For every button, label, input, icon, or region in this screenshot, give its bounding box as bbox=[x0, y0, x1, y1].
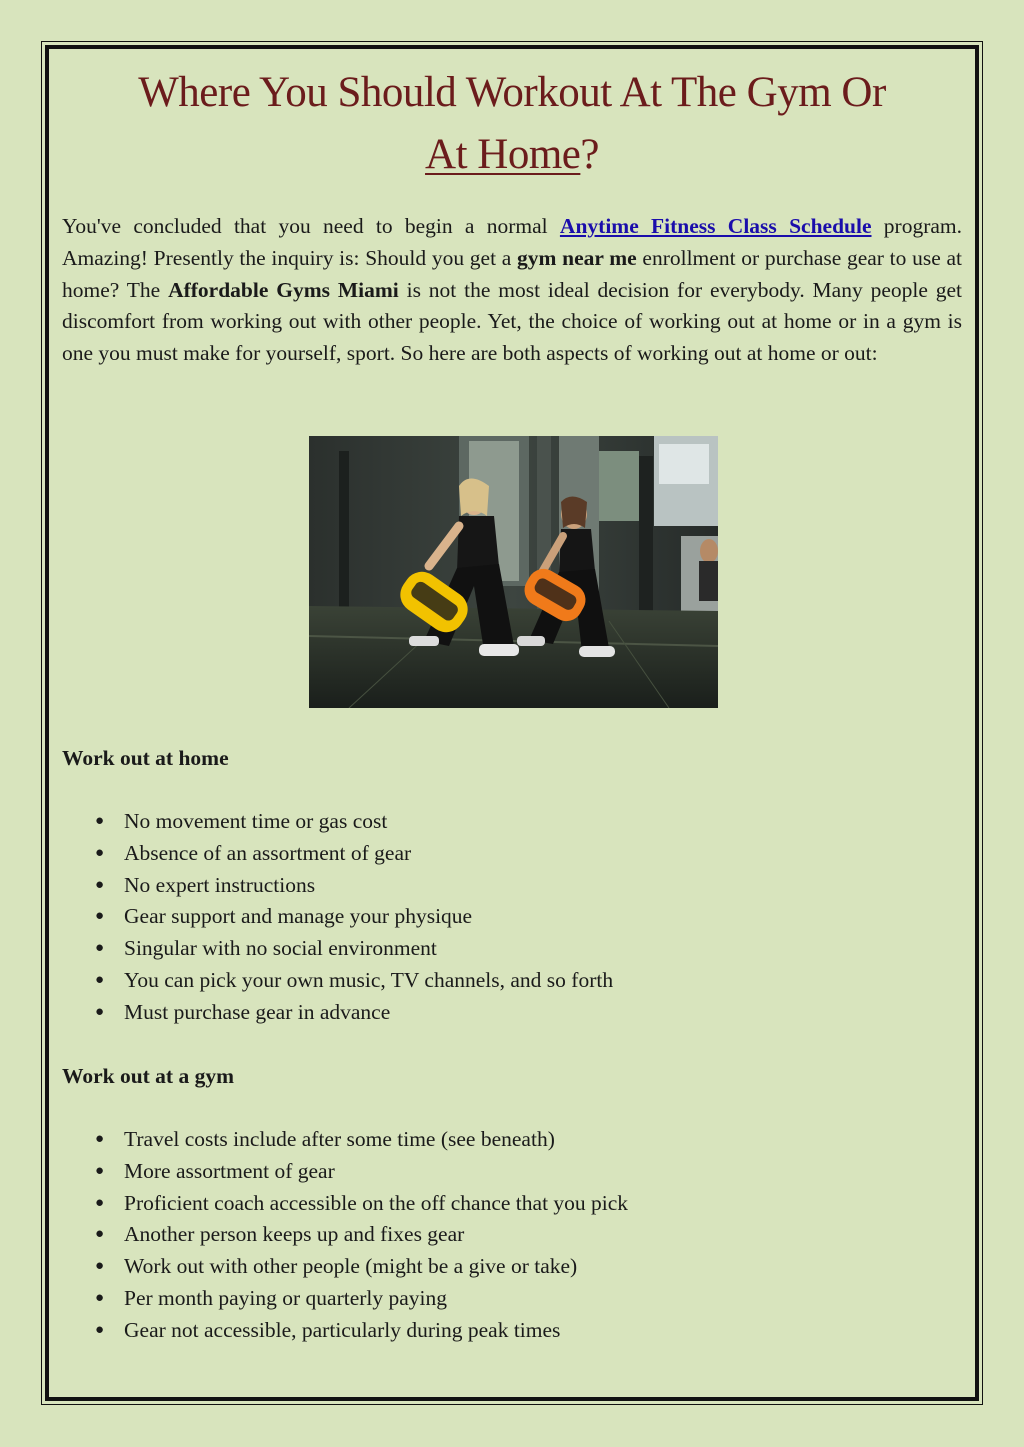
bullet-icon: ● bbox=[95, 1162, 105, 1179]
list-item-text: Absence of an assortment of gear bbox=[124, 840, 412, 865]
list-item bbox=[62, 838, 613, 870]
intro-text-2: program. Amazing! Presently the inquiry is: Should you get a bbox=[62, 214, 962, 270]
bullet-icon: ● bbox=[95, 1258, 105, 1275]
list-item bbox=[62, 1251, 628, 1283]
list-item-text: You can pick your own music, TV channels, and so forth bbox=[124, 967, 614, 992]
bullet-icon: ● bbox=[95, 1003, 105, 1020]
list-item-text: Gear not accessible, particularly during peak times bbox=[124, 1317, 561, 1342]
page-title bbox=[62, 62, 962, 186]
list-item-text: Travel costs include after some time (see beneath) bbox=[124, 1127, 555, 1151]
list-item bbox=[62, 1188, 628, 1220]
list-item bbox=[62, 870, 613, 902]
work-out-at-home-heading: Work out at home bbox=[62, 746, 229, 770]
bullet-icon: ● bbox=[95, 876, 105, 893]
list-item bbox=[62, 1219, 628, 1251]
list-item-text: Proficient coach accessible on the off chance that you pick bbox=[124, 1190, 629, 1215]
title-line-2-underlined: At Home bbox=[425, 131, 581, 178]
list-item-text: Gear support and manage your physique bbox=[124, 904, 473, 929]
list-item-text: Work out with other people (might be a give or take) bbox=[124, 1254, 578, 1279]
intro-text-1: You've concluded that you need to begin a normal bbox=[62, 214, 560, 238]
list-item bbox=[62, 901, 613, 933]
gym-workout-photo bbox=[309, 436, 718, 708]
bullet-icon: ● bbox=[95, 971, 105, 988]
title-line-1: Where You Should Workout At The Gym Or bbox=[138, 69, 886, 116]
list-item bbox=[62, 933, 613, 965]
bullet-icon: ● bbox=[95, 1194, 105, 1211]
intro-text-4: is not the most ideal decision for everybody. Many people get discomfort from working out with other people. Yet, the choice of working out at home or in a gym is one you must make for yourself, sport. So here are both aspects of working out at home or out: bbox=[62, 277, 962, 366]
intro-text-3: enrollment or purchase gear to use at home? The bbox=[62, 245, 962, 302]
work-out-at-gym-heading: Work out at a gym bbox=[62, 1064, 234, 1088]
gym-near-me-bold: gym near me bbox=[517, 245, 637, 270]
anytime-fitness-class-schedule-link[interactable]: Anytime Fitness Class Schedule bbox=[559, 214, 872, 238]
title-question-mark: ? bbox=[580, 131, 599, 178]
list-item bbox=[62, 1283, 628, 1315]
bullet-icon: ● bbox=[95, 940, 105, 957]
bullet-icon: ● bbox=[95, 908, 105, 925]
list-item-text: No expert instructions bbox=[124, 872, 316, 897]
list-item-text: Singular with no social environment bbox=[124, 936, 437, 961]
list-item bbox=[62, 965, 613, 997]
bullet-icon: ● bbox=[95, 813, 105, 829]
bullet-icon: ● bbox=[95, 844, 105, 861]
bullet-icon: ● bbox=[95, 1226, 105, 1243]
list-item bbox=[62, 806, 613, 838]
list-item-text: Another person keeps up and fixes gear bbox=[124, 1222, 465, 1247]
bullet-icon: ● bbox=[95, 1289, 105, 1306]
list-item bbox=[62, 1124, 628, 1156]
list-item-text: Must purchase gear in advance bbox=[124, 999, 391, 1024]
affordable-gyms-miami-bold: Affordable Gyms Miami bbox=[168, 277, 399, 302]
work-out-at-home-list bbox=[62, 806, 613, 1029]
gym-photo-illustration bbox=[309, 436, 718, 708]
list-item bbox=[62, 997, 613, 1029]
list-item-text: More assortment of gear bbox=[124, 1158, 335, 1183]
work-out-at-gym-list bbox=[62, 1124, 628, 1347]
bullet-icon: ● bbox=[95, 1321, 105, 1338]
list-item-text: No movement time or gas cost bbox=[124, 809, 388, 833]
list-item-text: Per month paying or quarterly paying bbox=[124, 1285, 448, 1310]
list-item bbox=[62, 1315, 628, 1347]
list-item bbox=[62, 1156, 628, 1188]
intro-paragraph bbox=[62, 211, 962, 370]
bullet-icon: ● bbox=[95, 1131, 105, 1147]
